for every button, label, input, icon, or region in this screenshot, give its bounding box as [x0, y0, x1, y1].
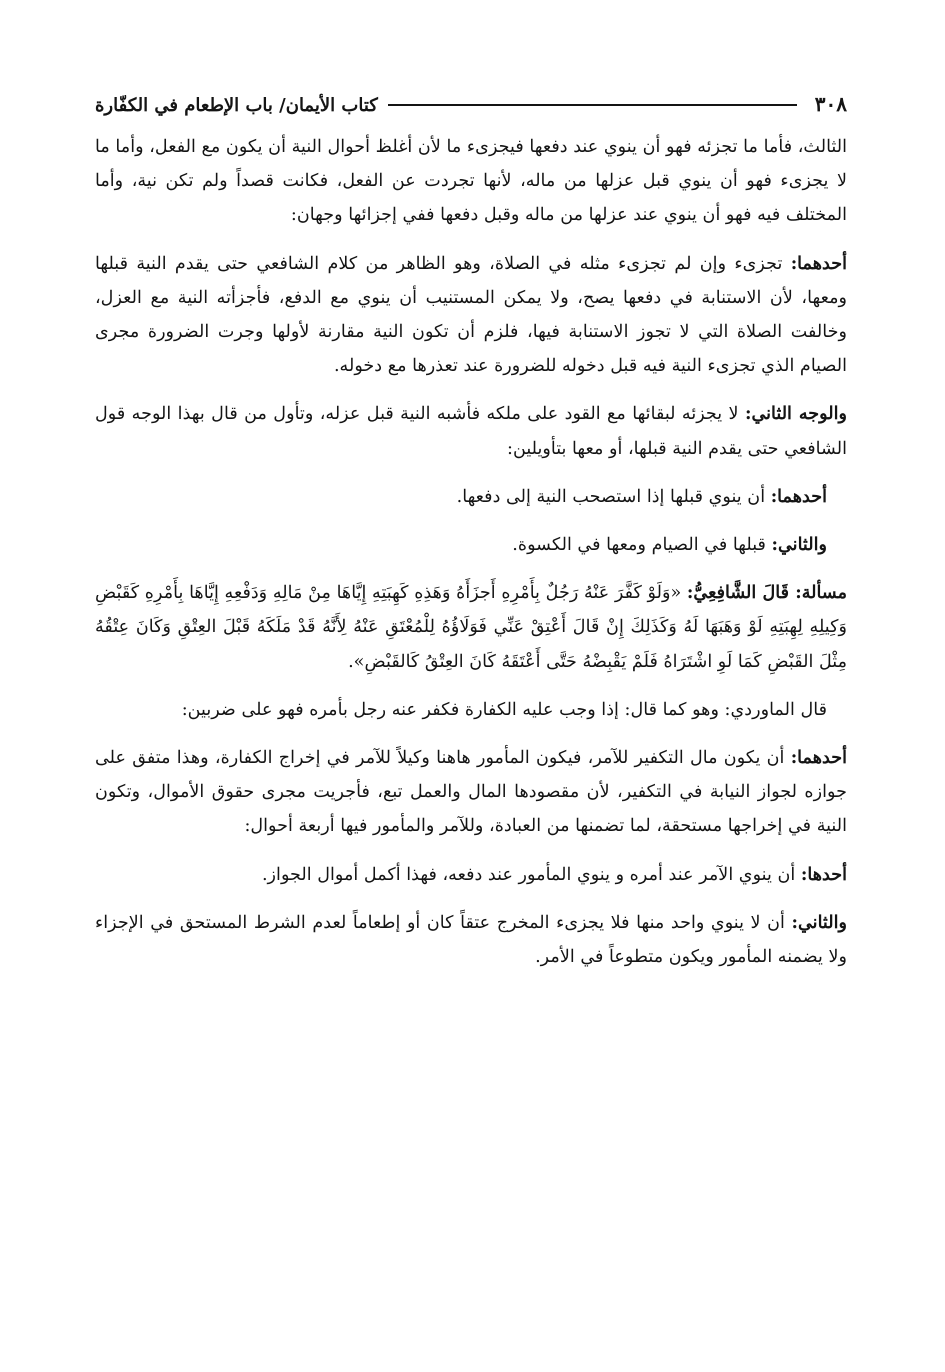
paragraph-text: أن ينوي قبلها إذا استصحب النية إلى دفعها.: [456, 486, 771, 507]
paragraph-lead: والثاني:: [791, 911, 847, 933]
paragraph: [95, 858, 847, 892]
paragraph-text: «وَلَوْ كَفَّرَ عَنْهُ رَجُلٌ بِأَمْرِهِ أَجزَأَهُ وَهَذِهِ كَهِبَتِهِ إِيَّاهَا مِنْ مَالِهِ وَدَفْعِهِ إِيَّاهَا بِأَمْرِهِ كَقَبْضِ وَكِيلِهِ لِهِبَتِهِ لَوْ وَهَبَهَا لَهُ وَكَذَلِكَ إِنْ قَالَ أَعْتِقْ عَنِّي فَوَلَاؤُهُ لِلْمُعْتَقِ عَنْهُ لِأَنَّهُ قَدْ مَلَكَهُ قَبْلَ العِتْقِ وَكَانَ عِتْقُهُ مِثْلَ القَبْضِ كَمَا لَوِ اشْتَرَاهُ فَلَمْ يَقْبِضْهُ حَتَّى أَعْتَقَهُ كَانَ العِتْقُ كَالقَبْضِ».: [95, 583, 847, 672]
running-title: كتاب الأيمان/ باب الإطعام في الكفّارة: [95, 95, 378, 116]
paragraph-lead: أحدهما:: [790, 252, 847, 274]
book-page: [95, 76, 847, 1332]
paragraph-lead: أحدهما:: [790, 747, 847, 769]
paragraph-lead: أحدهما:: [770, 485, 827, 507]
paragraph-text: تجزىء وإن لم تجزىء مثله في الصلاة، وهو الظاهر من كلام الشافعي حتى يقدم النية قبلها ومعها، لأن الاستنابة في دفعها يصح، ولا يمكن المستنيب أن ينوي مع الدفع، فأجزأته النية مع العزل، وخالفت الصلاة التي لا تجوز الاستنابة فيها، فلزم أن تكون النية مقارنة لأولها وجرت الضرورة مجرى الصيام الذي تجزىء النية فيه قبل دخوله للضرورة عند تعذرها مع دخوله.: [95, 253, 847, 377]
paragraph: [95, 906, 847, 974]
page-number: ٣٠٨: [814, 92, 847, 116]
paragraph-lead: أحدها:: [800, 863, 847, 885]
paragraph: [95, 247, 847, 384]
paragraph-text: قبلها في الصيام ومعها في الكسوة.: [512, 535, 772, 556]
paragraph-lead: والثاني:: [771, 534, 827, 556]
paragraph-text: لا يجزئه لبقائها مع القود على ملكه فأشبه النية قبل عزله، وتأول من قال بهذا الوجه قول الشافعي حتى يقدم النية قبلها، أو معها بتأويلين:: [95, 404, 847, 459]
body-text: [95, 130, 847, 974]
paragraph: [95, 576, 847, 679]
paragraph: [95, 528, 847, 562]
paragraph-text: الثالث، فأما ما تجزئه فهو أن ينوي عند دفعها فيجزىء ما لأن أغلظ أحوال النية أن يكون مع الفعل، وأما ما لا يجزىء فهو أن ينوي قبل عزلها من ماله، لأنها تجردت عن الفعل، فكانت قصداً ولم تكن نية، وأما المختلف فيه فهو أن ينوي عند عزلها من ماله وقبل دفعها ففي إجزائها وجهان:: [95, 137, 847, 226]
paragraph: [95, 397, 847, 465]
paragraph: [95, 693, 847, 727]
paragraph-text: أن يكون مال التكفير للآمر، فيكون المأمور هاهنا وكيلاً للآمر في إخراج الكفارة، وهذا متفق على جوازه لجواز النيابة في التكفير، لأن مقصودها المال والعمل تبع، فأجريت مجرى حقوق الأموال، وتكون النية في إخراجها مستحقة، لما تضمنها من العبادة، وللآمر والمأمور فيها أربعة أحوال:: [95, 748, 847, 837]
paragraph-text: أن لا ينوي واحد منها فلا يجزىء المخرج عتقاً كان أو إطعاماً لعدم الشرط المستحق في الإجزاء ولا يضمنه المأمور ويكون متطوعاً في الأمر.: [95, 912, 847, 968]
paragraph: [95, 741, 847, 844]
paragraph-lead: والوجه الثاني:: [744, 403, 847, 425]
paragraph: [95, 130, 847, 233]
paragraph-text: قال الماوردي: وهو كما قال: إذا وجب عليه الكفارة فكفر عنه رجل بأمره فهو على ضربين:: [181, 699, 827, 720]
paragraph-text: أن ينوي الآمر عند أمره و ينوي المأمور عند دفعه، فهذا أكمل أموال الجواز.: [261, 864, 801, 885]
paragraph-lead: مسألة: قَالَ الشَّافِعِيُّ:: [686, 582, 847, 604]
paragraph: [95, 480, 847, 514]
header-rule: [388, 104, 797, 106]
page-header: [95, 76, 847, 116]
